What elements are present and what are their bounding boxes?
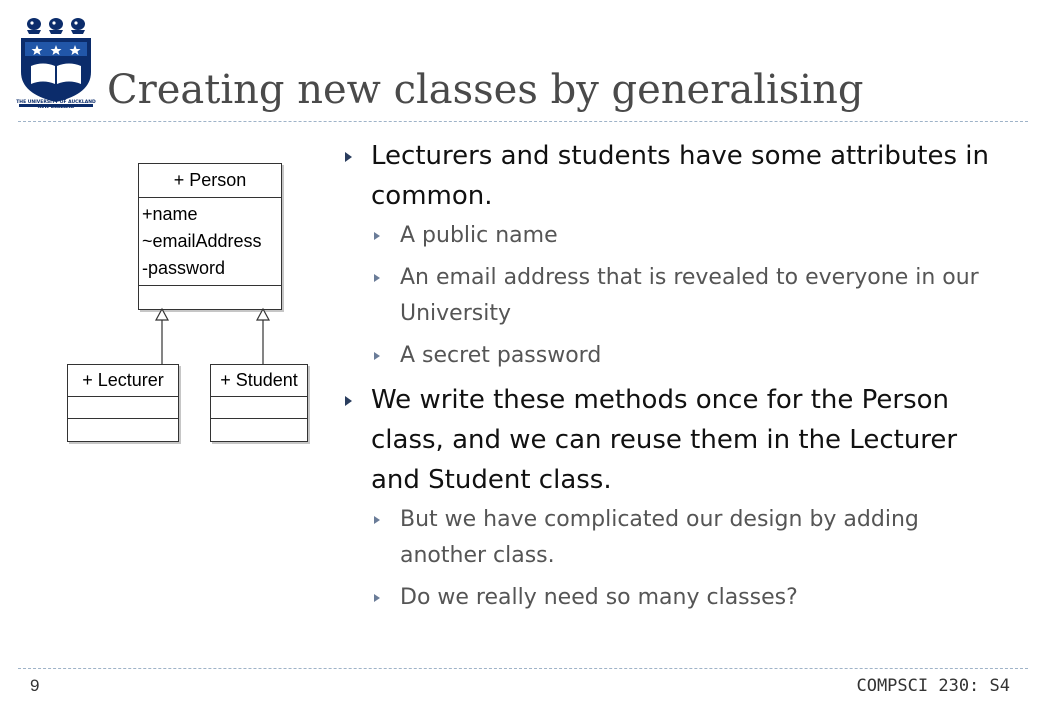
person-attribute-name: +name xyxy=(142,204,198,224)
sub-bullet-public-name xyxy=(374,218,995,254)
sub-bullet-text: But we have complicated our design by adding another class. xyxy=(400,507,919,568)
sub-bullet-so-many-classes xyxy=(374,580,995,616)
sub-bullet-text: An email address that is revealed to everyone in our University xyxy=(400,265,979,326)
sub-bullet-arrow-icon xyxy=(374,338,384,374)
sub-bullet-secret-password xyxy=(374,338,995,374)
sub-bullet-arrow-icon xyxy=(374,218,384,254)
footer-divider xyxy=(18,668,1028,669)
bullet-common-attributes xyxy=(345,136,995,216)
lecturer-generalization-arrow xyxy=(156,309,168,364)
sub-bullet-arrow-icon xyxy=(374,580,384,616)
bullet-list xyxy=(345,136,995,622)
course-code: COMPSCI 230: S4 xyxy=(856,676,1010,696)
sub-bullet-text: A public name xyxy=(400,223,558,248)
bullet-arrow-icon xyxy=(345,380,355,500)
person-attribute-email: ~emailAddress xyxy=(142,231,262,251)
sub-bullet-email-address xyxy=(374,260,995,332)
person-class-name: + Person xyxy=(139,164,281,198)
bullet-text: We write these methods once for the Person class, and we can reuse them in the Lecturer and Student class. xyxy=(371,385,958,495)
sub-bullet-text: A secret password xyxy=(400,343,602,368)
sub-bullet-arrow-icon xyxy=(374,260,384,332)
bullet-write-methods-once xyxy=(345,380,995,500)
bullet-arrow-icon xyxy=(345,136,355,216)
student-generalization-arrow xyxy=(257,309,269,364)
page-number: 9 xyxy=(30,676,40,695)
slide-title: Creating new classes by generalising xyxy=(107,67,864,113)
lecturer-class-name: + Lecturer xyxy=(68,365,178,397)
person-attribute-password: -password xyxy=(142,258,226,278)
bullet-text: Lecturers and students have some attributes in common. xyxy=(371,141,990,211)
logo-text: THE UNIVERSITY OF AUCKLAND NEW ZEALAND xyxy=(16,100,96,110)
sub-bullet-arrow-icon xyxy=(374,502,384,574)
student-class-name: + Student xyxy=(211,365,307,397)
sub-bullet-text: Do we really need so many classes? xyxy=(400,585,798,610)
sub-bullet-complicated-design xyxy=(374,502,995,574)
